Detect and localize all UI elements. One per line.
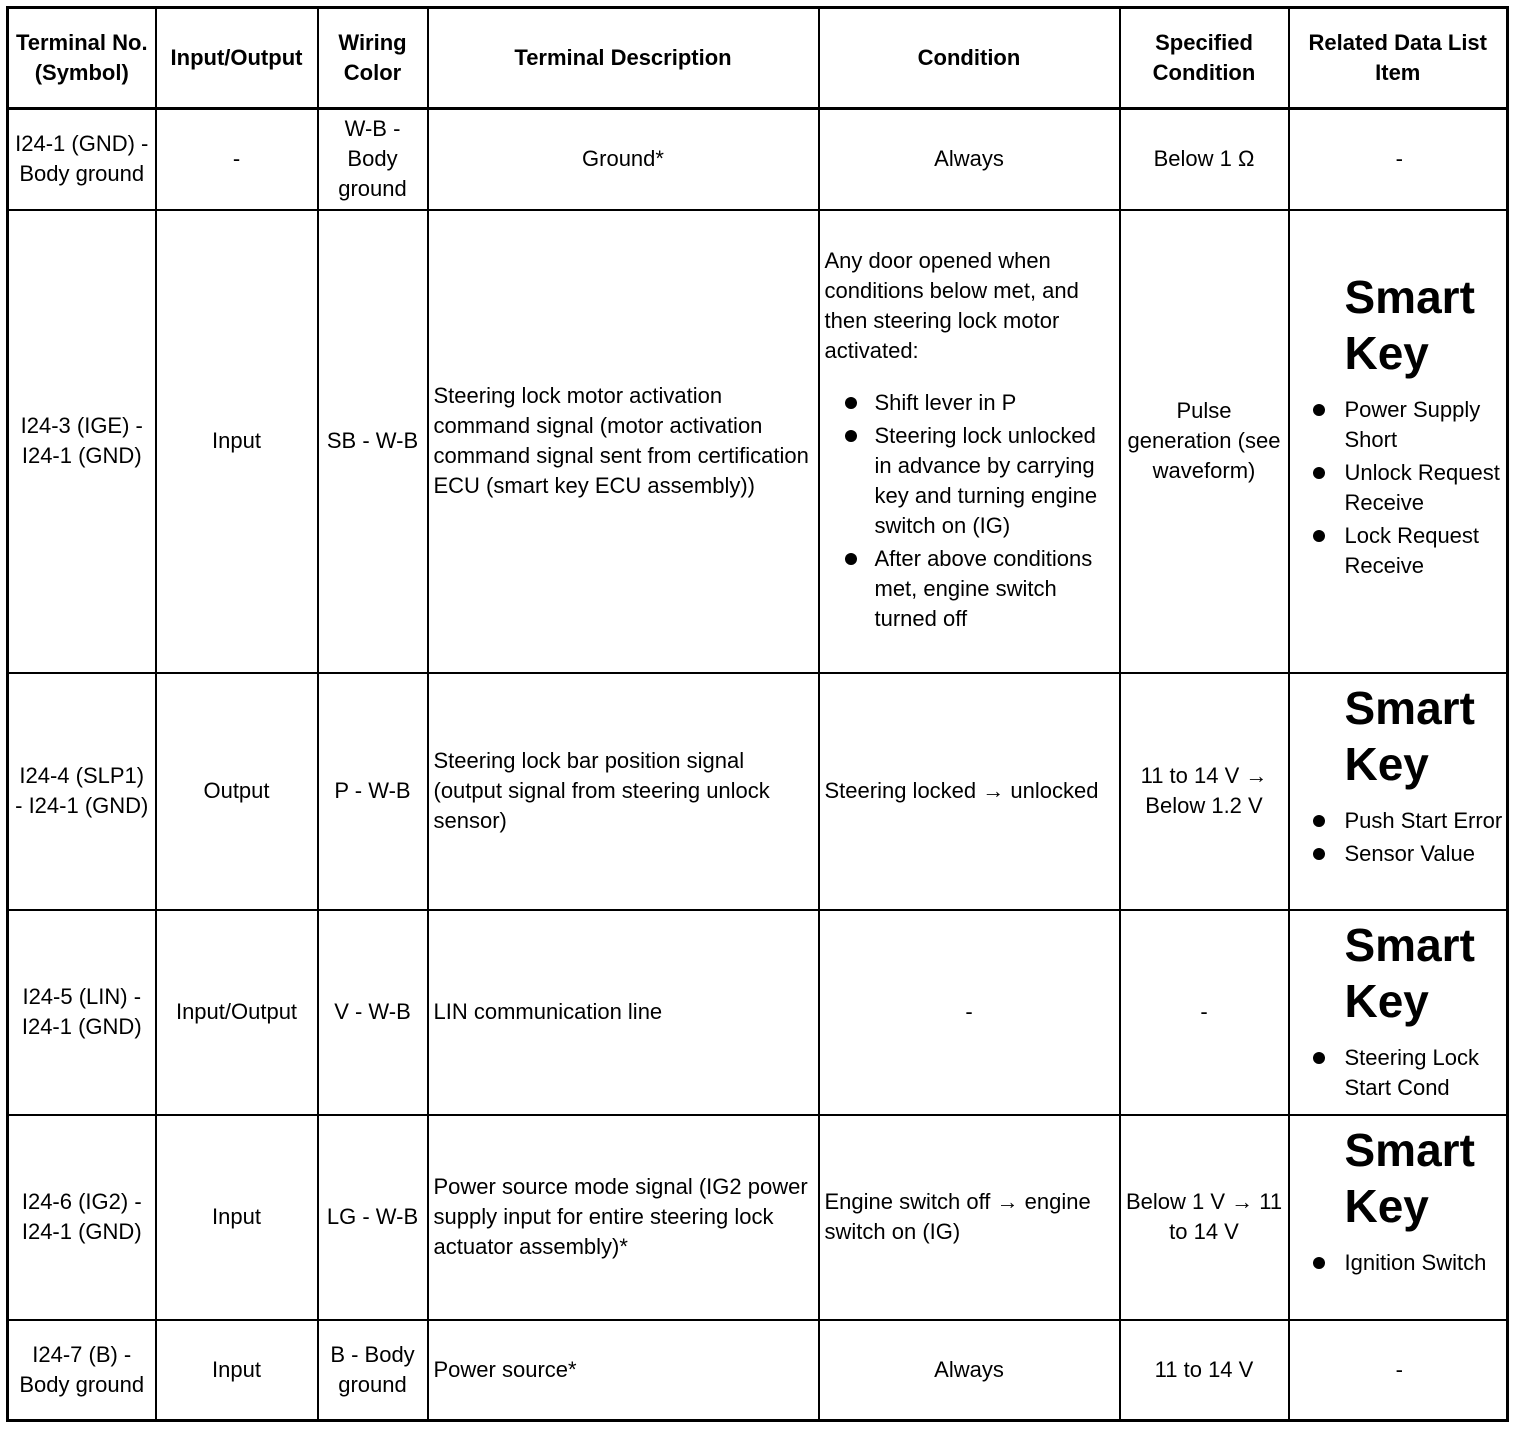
cell-io: Input — [156, 210, 318, 673]
condition-list — [825, 388, 1117, 634]
cell-related: - — [1289, 1320, 1508, 1421]
header-condition: Condition — [819, 8, 1120, 109]
cell-description: Power source mode signal (IG2 power supply input for entire steering lock actuator assembly)* — [428, 1115, 819, 1320]
cell-specified: Below 1 Ω — [1120, 109, 1289, 210]
related-list — [1295, 395, 1505, 581]
cell-specified: Below 1 V → 11 to 14 V — [1120, 1115, 1289, 1320]
table-row — [8, 1320, 1508, 1421]
cell-description: Ground* — [428, 109, 819, 210]
cell-description: Steering lock bar position signal (output signal from steering unlock sensor) — [428, 673, 819, 910]
table-row — [8, 1115, 1508, 1320]
cell-related: - — [1289, 109, 1508, 210]
related-title: Smart Key — [1344, 681, 1475, 790]
cell-io: Input — [156, 1320, 318, 1421]
cell-specified: 11 to 14 V — [1120, 1320, 1289, 1421]
header-specified: Specified Condition — [1120, 8, 1289, 109]
cell-io: - — [156, 109, 318, 210]
header-wiring: Wiring Color — [318, 8, 428, 109]
related-list — [1295, 1248, 1505, 1278]
list-item: Steering lock unlocked in advance by carrying key and turning engine switch on (IG) — [825, 421, 1117, 541]
cell-terminal: I24-4 (SLP1) - I24-1 (GND) — [8, 673, 156, 910]
related-list — [1295, 806, 1505, 869]
cell-terminal: I24-6 (IG2) - I24-1 (GND) — [8, 1115, 156, 1320]
cell-wiring: B - Body ground — [318, 1320, 428, 1421]
list-item: Sensor Value — [1295, 839, 1505, 869]
cell-io: Input/Output — [156, 910, 318, 1115]
table-row — [8, 910, 1508, 1115]
list-item: Lock Request Receive — [1295, 521, 1505, 581]
cell-condition: Always — [819, 1320, 1120, 1421]
table-row — [8, 109, 1508, 210]
cell-io: Output — [156, 673, 318, 910]
list-item: After above conditions met, engine switch turned off — [825, 544, 1117, 634]
cell-specified: - — [1120, 910, 1289, 1115]
header-related: Related Data List Item — [1289, 8, 1508, 109]
related-title: Smart Key — [1344, 918, 1475, 1027]
cell-related — [1289, 673, 1508, 910]
list-item: Unlock Request Receive — [1295, 458, 1505, 518]
cell-condition: Always — [819, 109, 1120, 210]
table-row — [8, 210, 1508, 673]
cell-terminal: I24-3 (IGE) - I24-1 (GND) — [8, 210, 156, 673]
related-title: Smart Key — [1344, 1123, 1475, 1232]
cell-condition: Engine switch off → engine switch on (IG) — [819, 1115, 1120, 1320]
condition-intro: Any door opened when conditions below met, and then steering lock motor activated: — [824, 247, 1079, 363]
list-item: Shift lever in P — [825, 388, 1117, 418]
cell-terminal: I24-1 (GND) - Body ground — [8, 109, 156, 210]
cell-wiring: P - W-B — [318, 673, 428, 910]
list-item: Power Supply Short — [1295, 395, 1505, 455]
header-description: Terminal Description — [428, 8, 819, 109]
related-title: Smart Key — [1344, 270, 1475, 379]
header-row — [8, 8, 1508, 109]
list-item: Steering Lock Start Cond — [1295, 1043, 1505, 1103]
cell-wiring: SB - W-B — [318, 210, 428, 673]
cell-description: LIN communication line — [428, 910, 819, 1115]
cell-wiring: W-B - Body ground — [318, 109, 428, 210]
list-item: Ignition Switch — [1295, 1248, 1505, 1278]
cell-specified: 11 to 14 V → Below 1.2 V — [1120, 673, 1289, 910]
related-list — [1295, 1043, 1505, 1103]
cell-specified: Pulse generation (see waveform) — [1120, 210, 1289, 673]
cell-description: Steering lock motor activation command signal (motor activation command signal sent from certification ECU (smart key ECU assembly)) — [428, 210, 819, 673]
cell-description: Power source* — [428, 1320, 819, 1421]
cell-related — [1289, 1115, 1508, 1320]
cell-condition — [819, 210, 1120, 673]
cell-condition: - — [819, 910, 1120, 1115]
cell-terminal: I24-5 (LIN) - I24-1 (GND) — [8, 910, 156, 1115]
cell-io: Input — [156, 1115, 318, 1320]
cell-related — [1289, 210, 1508, 673]
cell-condition: Steering locked → unlocked — [819, 673, 1120, 910]
header-terminal: Terminal No. (Symbol) — [8, 8, 156, 109]
cell-terminal: I24-7 (B) - Body ground — [8, 1320, 156, 1421]
cell-related — [1289, 910, 1508, 1115]
terminal-table — [6, 6, 1509, 1422]
terminal-table-sheet — [6, 6, 1506, 1422]
list-item: Push Start Error — [1295, 806, 1505, 836]
cell-wiring: V - W-B — [318, 910, 428, 1115]
table-row — [8, 673, 1508, 910]
cell-wiring: LG - W-B — [318, 1115, 428, 1320]
header-io: Input/Output — [156, 8, 318, 109]
